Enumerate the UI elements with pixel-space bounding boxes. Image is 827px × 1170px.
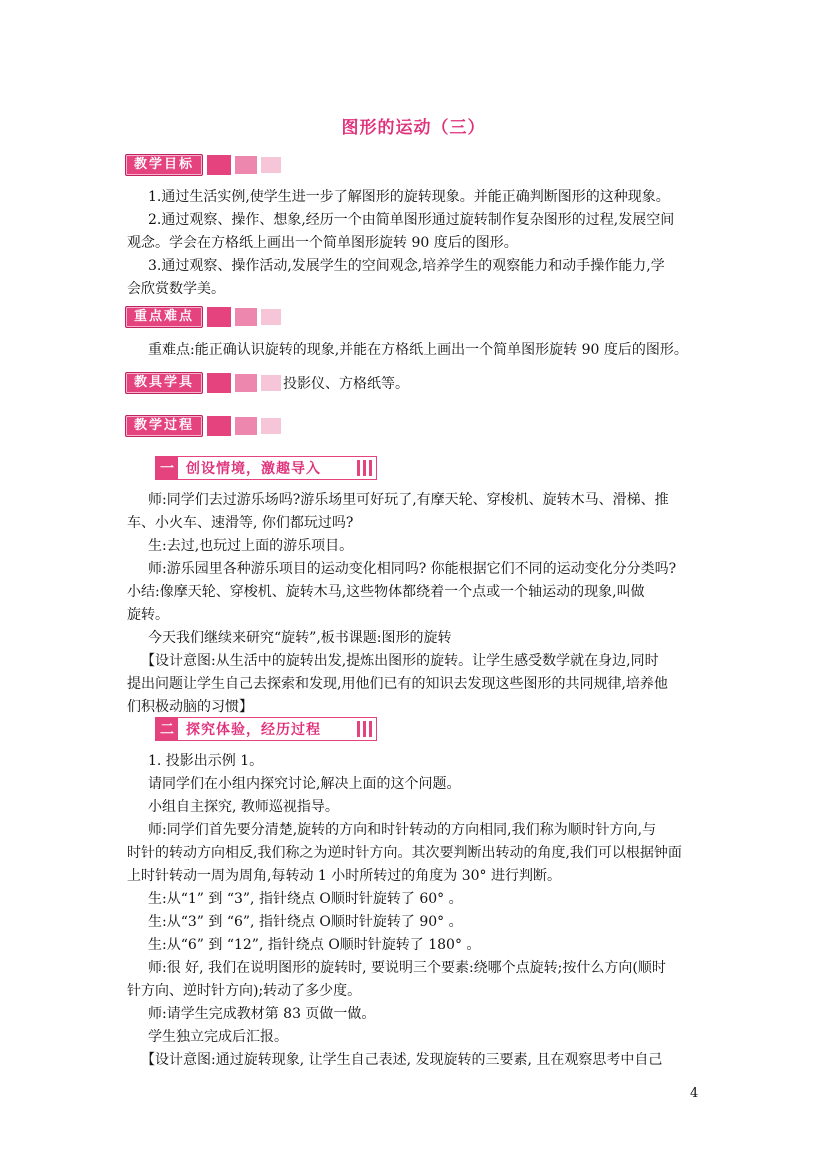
- part1-line: 们积极动脑的习惯】: [127, 699, 253, 715]
- goal-line: 观念。学会在方格纸上画出一个简单图形旋转 90 度后的图形。: [127, 235, 518, 251]
- part1-line: 师:游乐园里各种游乐项目的运动变化相同吗? 你能根据它们不同的运动变化分分类吗?: [148, 561, 677, 577]
- part2-number: 二: [156, 718, 178, 740]
- part1-line: 小结:像摩天轮、穿梭机、旋转木马,这些物体都绕着一个点或一个轴运动的现象,叫做: [127, 584, 645, 600]
- part2-title: 探究体验，经历过程: [186, 722, 321, 738]
- goal-line: 会欣赏数学美。: [127, 281, 225, 297]
- part2-line: 1. 投影出示例 1。: [148, 753, 264, 769]
- part2-line: 上时针转动一周为周角,每转动 1 小时所转过的角度为 30° 进行判断。: [127, 868, 561, 884]
- part1-heading: [155, 456, 377, 480]
- part2-line: 针方向、逆时针方向);转动了多少度。: [127, 983, 362, 999]
- part1-number: 一: [156, 457, 178, 479]
- decor-square: [207, 155, 231, 175]
- part2-line: 生:从“6” 到 “12”, 指针绕点 O顺时针旋转了 180° 。: [148, 937, 481, 953]
- part2-line: 小组自主探究, 教师巡视指导。: [148, 799, 339, 815]
- decor-square: [235, 156, 257, 174]
- page-number: 4: [690, 1086, 699, 1101]
- part1-title: 创设情境，激趣导入: [186, 461, 321, 477]
- section-badge-process: [125, 415, 281, 437]
- goal-line: 3.通过观察、操作活动,发展学生的空间观念,培养学生的观察能力和动手操作能力,学: [148, 258, 665, 274]
- part2-line: 【设计意图:通过旋转现象, 让学生自己表述, 发现旋转的三要素, 且在观察思考中自己: [141, 1052, 663, 1068]
- decor-square: [235, 308, 257, 326]
- decor-square: [261, 157, 281, 173]
- part2-line: 生:从“3” 到 “6”, 指针绕点 O顺时针旋转了 90° 。: [148, 914, 463, 930]
- part1-line: 今天我们继续来研究“旋转”,板书课题:图形的旋转: [148, 630, 452, 646]
- key-points-text: 重难点:能正确认识旋转的现象,并能在方格纸上画出一个简单图形旋转 90 度后的图形。: [148, 342, 688, 358]
- decor-square: [261, 375, 281, 391]
- section-label-key-points: 重点难点: [125, 306, 203, 328]
- decor-square: [261, 418, 281, 434]
- goal-line: 2.通过观察、操作、想象,经历一个由简单图形通过旋转制作复杂图形的过程,发展空间: [148, 212, 675, 228]
- part1-line: 旋转。: [127, 607, 169, 623]
- section-label-tools: 教具学具: [125, 372, 203, 394]
- part1-line: 师:同学们去过游乐场吗?游乐场里可好玩了,有摩天轮、穿梭机、旋转木马、滑梯、推: [148, 492, 669, 508]
- section-badge-goals: [125, 154, 281, 176]
- decor-square: [207, 307, 231, 327]
- decor-stripes: [357, 460, 372, 476]
- decor-square: [235, 374, 257, 392]
- decor-square: [235, 417, 257, 435]
- part2-heading: [155, 717, 377, 741]
- part2-line: 生:从“1” 到 “3”, 指针绕点 O顺时针旋转了 60° 。: [148, 891, 463, 907]
- part1-line: 【设计意图:从生活中的旋转出发,提炼出图形的旋转。让学生感受数学就在身边,同时: [141, 653, 659, 669]
- section-label-goals: 教学目标: [125, 154, 203, 176]
- part2-line: 师:同学们首先要分清楚,旋转的方向和时针转动的方向相同,我们称为顺时针方向,与: [148, 822, 657, 838]
- part1-line: 车、小火车、速滑等, 你们都玩过吗?: [127, 515, 354, 531]
- part1-line: 提出问题让学生自己去探索和发现,用他们已有的知识去发现这些图形的共同规律,培养他: [127, 676, 668, 692]
- section-badge-key-points: [125, 306, 281, 328]
- part2-line: 师:很 好, 我们在说明图形的旋转时, 要说明三个要素:绕哪个点旋转;按什么方向(顺时: [148, 960, 666, 976]
- section-badge-tools: [125, 372, 409, 394]
- decor-square: [261, 309, 281, 325]
- part2-line: 时针的转动方向相反,我们称之为逆时针方向。其次要判断出转动的角度,我们可以根据钟面: [127, 845, 682, 861]
- page-title: 图形的运动（三）: [341, 118, 486, 138]
- decor-square: [207, 373, 231, 393]
- decor-square: [207, 416, 231, 436]
- part2-line: 师:请学生完成教材第 83 页做一做。: [148, 1006, 376, 1022]
- tools-text: 投影仪、方格纸等。: [283, 376, 410, 392]
- goal-line: 1.通过生活实例,使学生进一步了解图形的旋转现象。并能正确判断图形的这种现象。: [148, 189, 670, 205]
- part2-line: 请同学们在小组内探究讨论,解决上面的这个问题。: [148, 776, 461, 792]
- decor-stripes: [357, 721, 372, 737]
- part1-line: 生:去过,也玩过上面的游乐项目。: [148, 538, 354, 554]
- part2-line: 学生独立完成后汇报。: [148, 1029, 288, 1045]
- section-label-process: 教学过程: [125, 415, 203, 437]
